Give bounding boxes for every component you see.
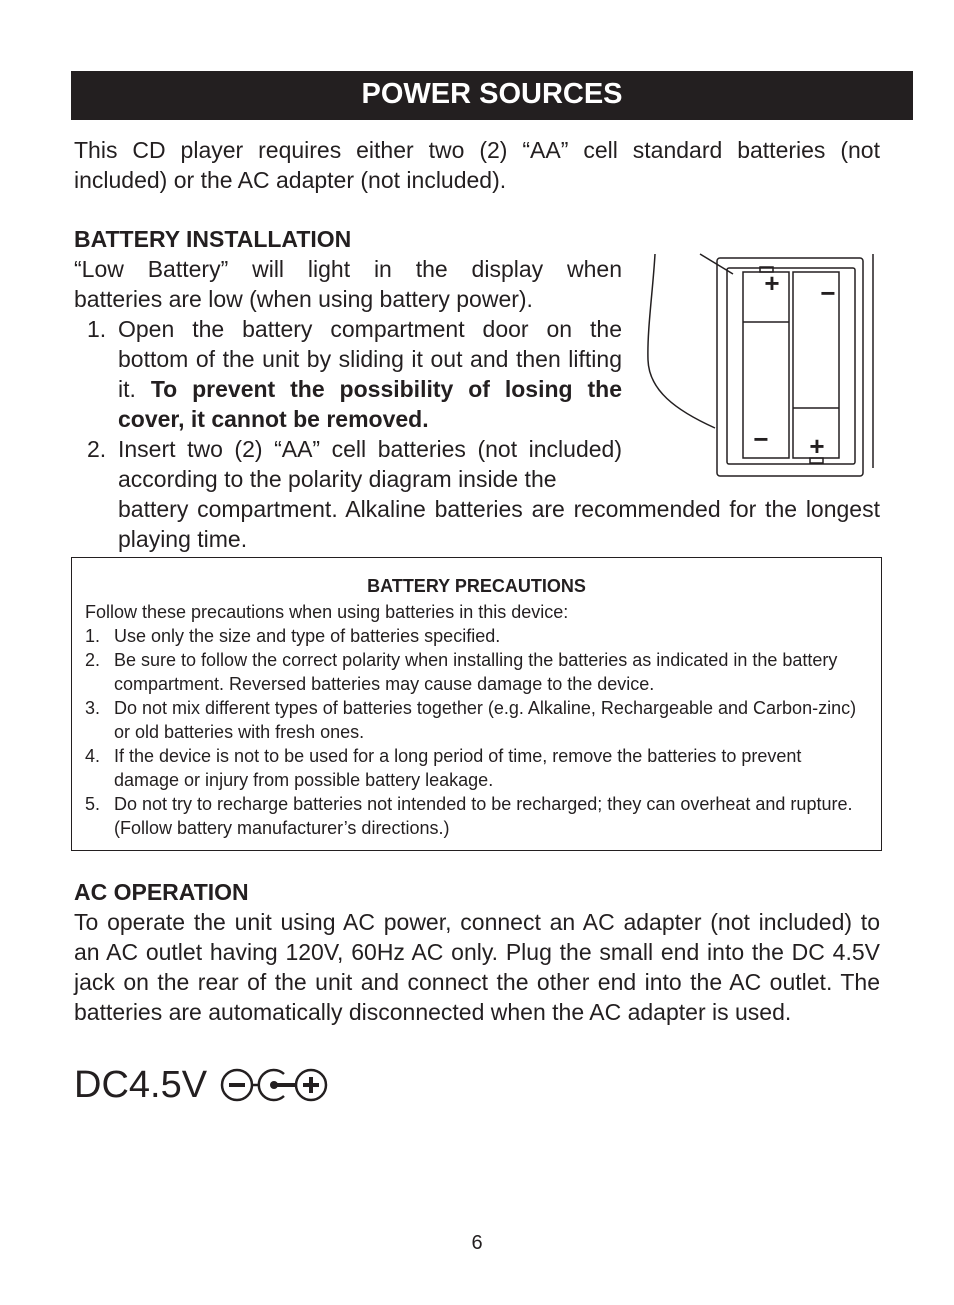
list-item-number: 3. bbox=[85, 698, 101, 718]
list-item-text: Do not mix different types of batteries together (e.g. Alkaline, Rechargeable and Carbon-zinc) or old batteries with fresh ones. bbox=[114, 698, 857, 742]
step-text bbox=[118, 314, 622, 434]
list-item-text: Do not try to recharge batteries not intended to be recharged; they can overheat and rupture. (Follow battery manufacturer’s directions.) bbox=[114, 794, 853, 838]
intro-paragraph: This CD player requires either two (2) “AA” cell standard batteries (not included) or the AC adapter (not included). bbox=[74, 137, 880, 193]
list-item-number: 5. bbox=[85, 794, 101, 814]
step-1-text: Open the battery compartment door on the bottom of the unit by sliding it out and then lifting it. bbox=[118, 316, 622, 402]
compartment-frame bbox=[717, 258, 863, 476]
precautions-intro: Follow these precautions when using batteries in this device: bbox=[85, 602, 569, 622]
list-item-text: If the device is not to be used for a long period of time, remove the batteries to prevent damage or injury from possible battery leakage. bbox=[114, 746, 802, 790]
low-battery-note-line1: “Low Battery” will light in the display when bbox=[74, 256, 622, 282]
list-item bbox=[85, 696, 865, 744]
minus-sign-top-right: − bbox=[820, 278, 836, 308]
page-number: 6 bbox=[471, 1232, 483, 1254]
precautions-title: BATTERY PRECAUTIONS bbox=[367, 576, 586, 596]
battery-installation-heading: BATTERY INSTALLATION bbox=[74, 226, 352, 252]
step-number: 1. bbox=[87, 316, 107, 342]
ac-operation-paragraph: To operate the unit using AC power, connect an AC adapter (not included) to an AC outlet having 120V, 60Hz AC only. Plug the small end into the DC 4.5V jack on the rear of the unit and connect the other end into the AC outlet. The batteries are automatically disconnected when the AC adapter is used. bbox=[74, 909, 880, 1025]
step-1-warning: To prevent the possibility of losing the cover, it cannot be removed. bbox=[118, 376, 622, 432]
ac-operation-heading: AC OPERATION bbox=[74, 879, 249, 905]
list-item-text: Be sure to follow the correct polarity when installing the batteries as indicated in the battery compartment. Reversed batteries may cause damage to the device. bbox=[114, 650, 838, 694]
plus-sign-top-left: + bbox=[764, 268, 780, 298]
list-item bbox=[85, 624, 865, 648]
list-item bbox=[85, 648, 865, 696]
list-item bbox=[85, 744, 865, 792]
step-number: 2. bbox=[87, 436, 107, 462]
list-item-number: 2. bbox=[85, 650, 101, 670]
plus-sign-bottom-right: + bbox=[809, 431, 825, 461]
low-battery-note-line2: batteries are low (when using battery power). bbox=[74, 286, 533, 312]
battery-precautions-box bbox=[71, 557, 882, 851]
step-2-text-top: Insert two (2) “AA” cell batteries (not included) according to the polarity diagram inside the bbox=[118, 436, 622, 492]
list-item-number: 1. bbox=[85, 626, 101, 646]
minus-sign-bottom-left: − bbox=[753, 424, 769, 454]
dc-polarity-icon bbox=[218, 1066, 330, 1104]
list-item-text: Use only the size and type of batteries specified. bbox=[114, 626, 501, 646]
dc-voltage-label: DC4.5V bbox=[74, 1064, 208, 1106]
compartment-inner bbox=[727, 268, 855, 464]
precautions-list bbox=[85, 624, 865, 840]
page-title: POWER SOURCES bbox=[71, 71, 913, 120]
step-2-text-bottom: battery compartment. Alkaline batteries are recommended for the longest playing time. bbox=[118, 496, 880, 552]
list-item bbox=[85, 792, 865, 840]
list-item-number: 4. bbox=[85, 746, 101, 766]
battery-compartment-diagram bbox=[645, 250, 885, 482]
housing-outline bbox=[648, 254, 715, 428]
